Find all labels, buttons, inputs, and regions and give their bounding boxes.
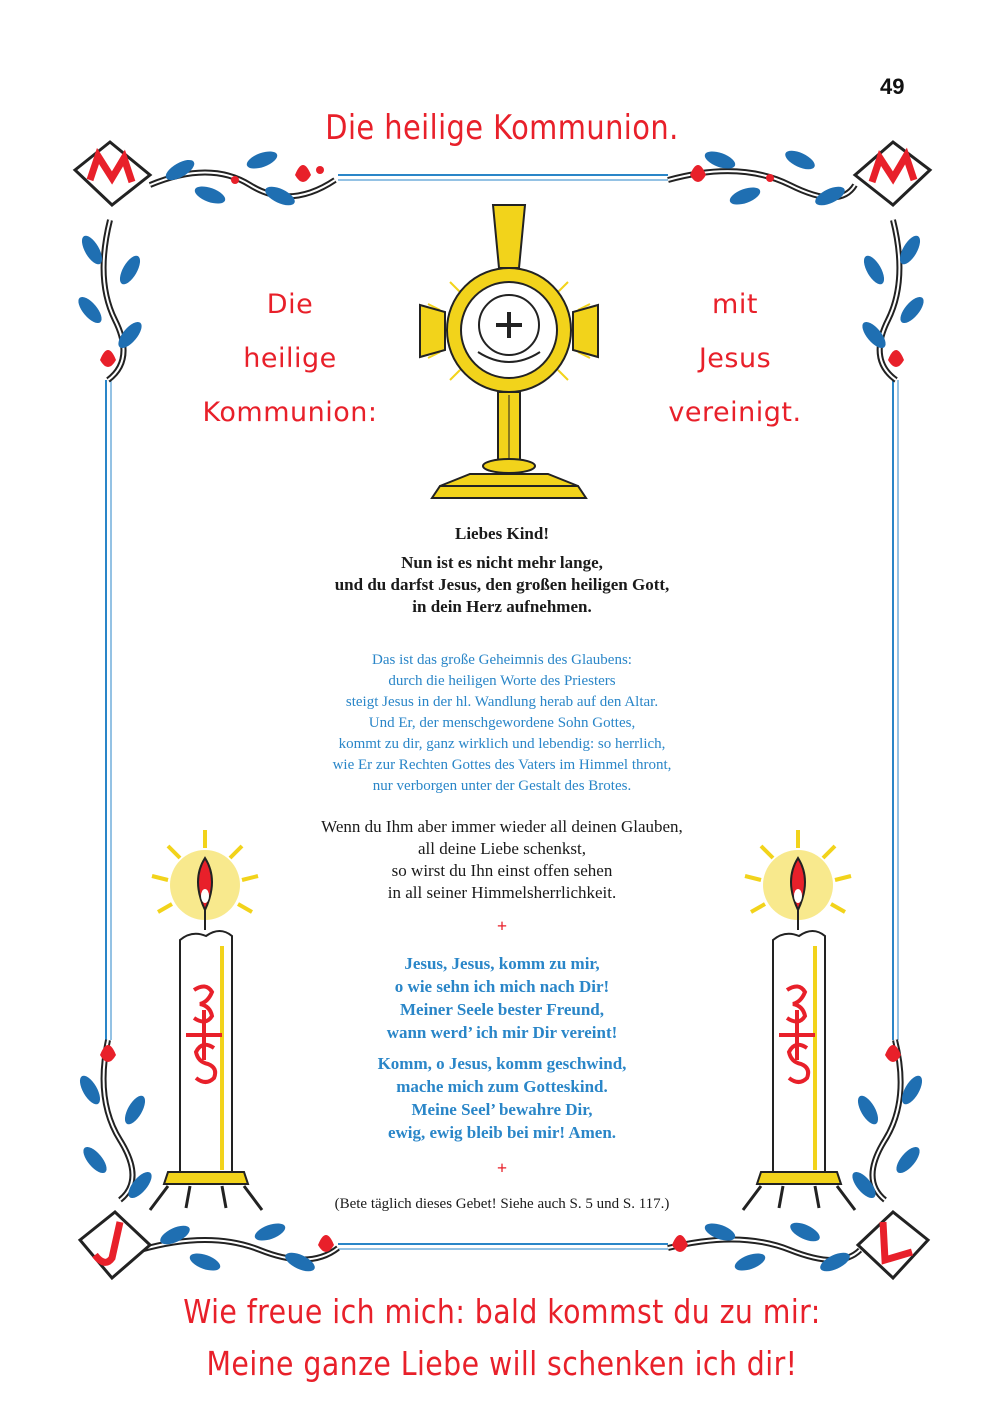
- page-title: Die heilige Kommunion.: [325, 108, 679, 148]
- faith-line: all deine Liebe schenkst,: [417, 839, 587, 858]
- mystery-line: durch die heiligen Worte des Priesters: [388, 673, 616, 689]
- closing-line: Meine ganze Liebe will schenken ich dir!: [206, 1344, 798, 1383]
- vine-left-upper: [74, 220, 145, 380]
- prayer-line: mache mich zum Gotteskind.: [396, 1077, 608, 1096]
- left-caption-line: Kommunion:: [202, 397, 378, 428]
- cross-divider-bottom: +: [496, 1158, 508, 1178]
- corner-letter-bottom-left: [80, 1212, 150, 1278]
- cross-divider-top: +: [496, 916, 508, 936]
- left-caption-line: Die: [266, 289, 314, 320]
- faith-line: so wirst du Ihn einst offen sehen: [391, 861, 613, 880]
- prayer-line: Jesus, Jesus, komm zu mir,: [404, 954, 600, 973]
- closing-verse: [70, 1286, 933, 1390]
- prayer-line: ewig, ewig bleib bei mir! Amen.: [387, 1123, 617, 1142]
- mystery-line: wie Er zur Rechten Gottes des Vaters im Himmel thront,: [332, 757, 672, 773]
- faith-line: in all seiner Himmelsherrlichkeit.: [387, 883, 617, 902]
- right-caption-line: mit: [712, 289, 758, 320]
- intro-line: in dein Herz aufnehmen.: [412, 597, 592, 616]
- mystery-line: Das ist das große Geheimnis des Glaubens:: [372, 652, 632, 668]
- page-number: 49: [880, 74, 905, 99]
- prayer-stanza-1: [200, 952, 804, 1044]
- greeting: Liebes Kind!: [455, 524, 549, 543]
- intro-paragraph: [200, 552, 804, 618]
- mystery-line: nur verborgen unter der Gestalt des Brotes.: [372, 778, 632, 794]
- right-caption-line: vereinigt.: [668, 397, 802, 428]
- right-caption: [640, 278, 830, 440]
- corner-letter-top-left: [75, 142, 150, 205]
- monstrance-illustration: [420, 205, 598, 498]
- mystery-paragraph: [200, 650, 804, 797]
- mystery-line: Und Er, der menschgewordene Sohn Gottes,: [368, 715, 636, 731]
- vine-right-lower: [848, 1040, 926, 1202]
- left-caption-line: heilige: [243, 343, 337, 374]
- vine-bottom-right: [668, 1219, 860, 1275]
- mystery-line: steigt Jesus in der hl. Wandlung herab auf den Altar.: [345, 694, 659, 710]
- vine-left-lower: [76, 1040, 156, 1202]
- intro-line: Nun ist es nicht mehr lange,: [401, 553, 603, 572]
- vine-right-upper: [858, 220, 927, 380]
- faith-line: Wenn du Ihm aber immer wieder all deinen Glauben,: [321, 817, 683, 836]
- vine-bottom-left: [140, 1220, 338, 1275]
- left-caption: [190, 278, 390, 440]
- prayer-note: (Bete täglich dieses Gebet! Siehe auch S. 5 und S. 117.): [334, 1196, 670, 1212]
- prayer-line: Meine Seel’ bewahre Dir,: [411, 1100, 593, 1119]
- vine-top-right: [668, 147, 855, 209]
- intro-line: und du darfst Jesus, den großen heiligen Gott,: [334, 575, 670, 594]
- prayer-line: Komm, o Jesus, komm geschwind,: [377, 1054, 627, 1073]
- faith-paragraph: [200, 816, 804, 904]
- prayer-stanza-2: [200, 1052, 804, 1144]
- right-caption-line: Jesus: [698, 343, 772, 374]
- corner-letter-top-right: [855, 142, 930, 205]
- corner-letter-bottom-right: [858, 1212, 928, 1278]
- prayer-line: o wie sehn ich mich nach Dir!: [394, 977, 610, 996]
- vine-top-left: [150, 148, 335, 209]
- mystery-line: kommt zu dir, ganz wirklich und lebendig: so herrlich,: [338, 736, 666, 752]
- closing-line: Wie freue ich mich: bald kommst du zu mir:: [183, 1292, 821, 1331]
- prayer-line: Meiner Seele bester Freund,: [400, 1000, 604, 1019]
- prayer-line: wann werd’ ich mir Dir vereint!: [386, 1023, 618, 1042]
